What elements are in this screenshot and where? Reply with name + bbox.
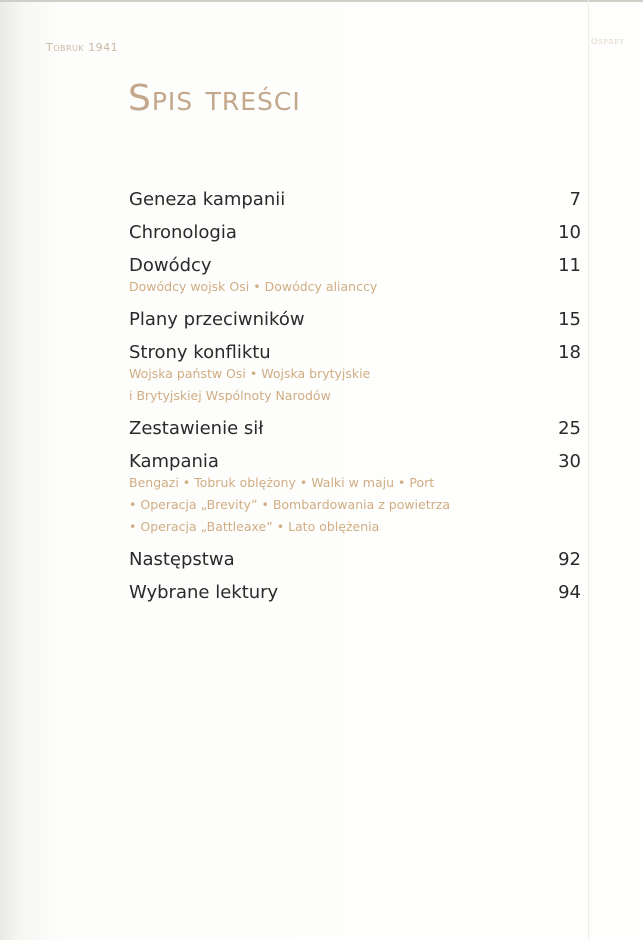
toc-entry-title: Zestawienie sił [129, 418, 264, 439]
toc-entry-page: 30 [558, 451, 581, 472]
toc-entry-strony [129, 339, 581, 413]
table-of-contents [129, 186, 581, 607]
toc-entry-page: 7 [569, 189, 581, 210]
toc-entry-page: 10 [558, 222, 581, 243]
toc-entry-nastepstwa [129, 546, 581, 574]
toc-subentries: Bengazi • Tobruk oblężony • Walki w maju • Port • Operacja „Brevity” • Bombardowania z powietrza • Operacja „Battleaxe” • Lato oblężenia [129, 475, 450, 534]
toc-subentry: i Brytyjskiej Wspólnoty Narodów [129, 388, 331, 403]
toc-entry-title: Dowódcy [129, 255, 212, 276]
toc-entry-page: 11 [558, 255, 581, 276]
toc-subentry: Operacja „Brevity” [140, 497, 258, 512]
toc-entry-page: 92 [558, 549, 581, 570]
page-edge [588, 0, 589, 940]
toc-entry-title: Kampania [129, 451, 219, 472]
toc-entry-title: Strony konfliktu [129, 342, 271, 363]
toc-entry-page: 18 [558, 342, 581, 363]
toc-entry-plany [129, 306, 581, 334]
toc-entry-kampania [129, 448, 581, 544]
toc-entry-chronologia [129, 219, 581, 247]
toc-entry-title: Wybrane lektury [129, 582, 279, 603]
toc-subentry: Dowódcy wojsk Osi [129, 279, 250, 294]
toc-subentry: Dowódcy alianccy [264, 279, 378, 294]
toc-entry-lektury [129, 579, 581, 607]
toc-entry-page: 25 [558, 418, 581, 439]
toc-subentry: Wojska państw Osi [129, 366, 246, 381]
toc-subentry: Lato oblężenia [288, 519, 380, 534]
toc-subentry: Walki w maju [311, 475, 395, 490]
toc-subentries: Wojska państw Osi • Wojska brytyjskie i Brytyjskiej Wspólnoty Narodów [129, 366, 371, 403]
page-title: Spis treści [128, 78, 301, 119]
toc-entry-dowodcy [129, 252, 581, 304]
running-head: Tobruk 1941 [46, 41, 119, 54]
toc-entry-title: Następstwa [129, 549, 235, 570]
toc-subentry: Port [409, 475, 435, 490]
toc-subentry: Tobruk oblężony [194, 475, 296, 490]
toc-entry-title: Plany przeciwników [129, 309, 305, 330]
toc-entry-geneza [129, 186, 581, 214]
toc-subentry: Bombardowania z powietrza [272, 497, 450, 512]
publisher-mark: Osprey [591, 37, 625, 46]
toc-subentry: Wojska brytyjskie [261, 366, 371, 381]
toc-entry-title: Geneza kampanii [129, 189, 286, 210]
top-rule [0, 0, 643, 2]
toc-subentries: Dowódcy wojsk Osi • Dowódcy alianccy [129, 279, 378, 294]
toc-subentry: Operacja „Battleaxe” [140, 519, 273, 534]
toc-entry-page: 15 [558, 309, 581, 330]
toc-entry-page: 94 [558, 582, 581, 603]
toc-subentry: Bengazi [129, 475, 179, 490]
toc-entry-zestawienie [129, 415, 581, 443]
toc-entry-title: Chronologia [129, 222, 237, 243]
